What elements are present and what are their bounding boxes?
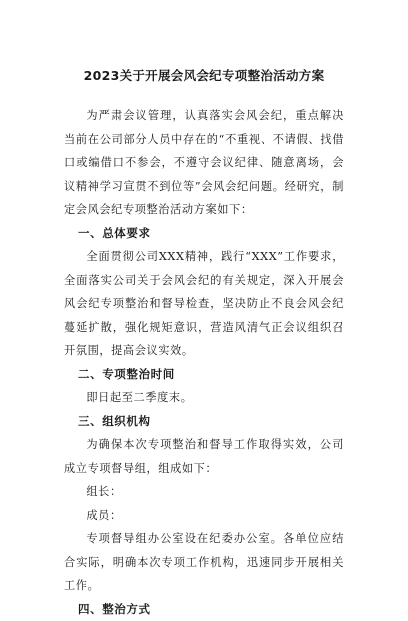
section-3-paragraph-2: 组长： — [64, 480, 344, 504]
section-heading-2: 二、专项整治时间 — [64, 363, 344, 387]
section-1-paragraph-1: 全面贯彻公司XXX精神，践行“XXX”工作要求，全面落实公司关于会风会纪的有关规定，深入开展会风会纪专项整治和督导检查，坚决防止不良会风会纪蔓延扩散，强化规矩意识，营造风清气正会议组织召开氛围，提高会议实效。 — [64, 245, 344, 363]
section-3-paragraph-4: 专项督导组办公室设在纪委办公室。各单位应结合实际，明确本次专项工作机构，迅速同步开展相关工作。 — [64, 527, 344, 598]
intro-paragraph: 为严肃会议管理，认真落实会风会纪，重点解决当前在公司部分人员中存在的“不重视、不请假、找借口或编借口不参会，不遵守会议纪律、随意离场，会议精神学习宣贯不到位等”会风会纪问题。经研究，制定会风会纪专项整治活动方案如下： — [64, 104, 344, 222]
section-3-paragraph-1: 为确保本次专项整治和督导工作取得实效，公司成立专项督导组，组成如下： — [64, 433, 344, 480]
section-heading-4: 四、整治方式 — [64, 598, 344, 621]
section-2-paragraph-1: 即日起至二季度末。 — [64, 386, 344, 410]
section-3-paragraph-3: 成员： — [64, 504, 344, 528]
section-heading-1: 一、总体要求 — [64, 222, 344, 246]
document-title: 2023关于开展会风会纪专项整治活动方案 — [64, 66, 344, 84]
section-heading-3: 三、组织机构 — [64, 410, 344, 434]
